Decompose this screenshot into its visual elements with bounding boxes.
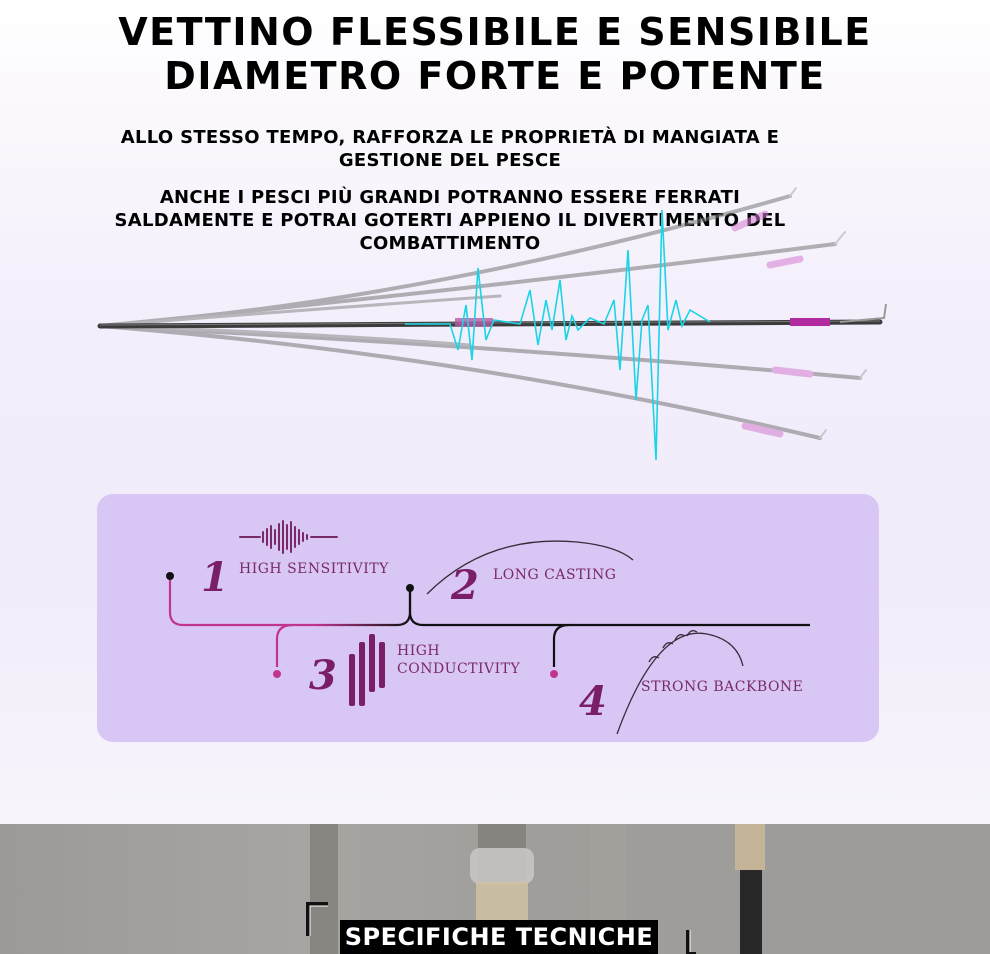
conductivity-bars-icon bbox=[349, 634, 385, 706]
thread-wrap bbox=[790, 318, 830, 326]
description-paragraph-2: ANCHE I PESCI PIÙ GRANDI POTRANNO ESSERE FERRATI SALDAMENTE E POTRAI GOTERTI APPIENO IL DIVERTIMENTO DEL COMBATTIMENTO bbox=[114, 187, 786, 254]
feature-1-label: HIGH SENSITIVITY bbox=[239, 561, 389, 577]
description-paragraph-1: ALLO STESSO TEMPO, RAFFORZA LE PROPRIETÀ DI MANGIATA E GESTIONE DEL PESCE bbox=[120, 127, 780, 171]
feature-2-number: 2 bbox=[451, 562, 479, 609]
features-panel bbox=[97, 494, 879, 742]
rod-handles-photo bbox=[0, 824, 990, 954]
feature-2-label: LONG CASTING bbox=[493, 567, 617, 583]
tip-guide-icon bbox=[840, 304, 886, 322]
features-connector-lines bbox=[97, 494, 879, 742]
rod-tip-flex-illustration bbox=[95, 180, 895, 470]
feature-4-number: 4 bbox=[579, 678, 607, 725]
feature-1-number: 1 bbox=[201, 554, 229, 601]
feature-3-label-line-2: CONDUCTIVITY bbox=[397, 661, 521, 677]
feature-3-label-line-1: HIGH bbox=[397, 643, 441, 659]
sensitivity-signal-line bbox=[405, 210, 710, 460]
headline-line-2: DIAMETRO FORTE E POTENTE bbox=[164, 54, 826, 98]
sound-wave-icon bbox=[240, 521, 337, 553]
feature-3-number: 3 bbox=[309, 652, 337, 699]
headline-line-1: VETTINO FLESSIBILE E SENSIBILE bbox=[118, 10, 872, 54]
section-title-specifiche-tecniche: SPECIFICHE TECNICHE bbox=[340, 920, 658, 954]
feature-4-label: STRONG BACKBONE bbox=[641, 679, 804, 695]
